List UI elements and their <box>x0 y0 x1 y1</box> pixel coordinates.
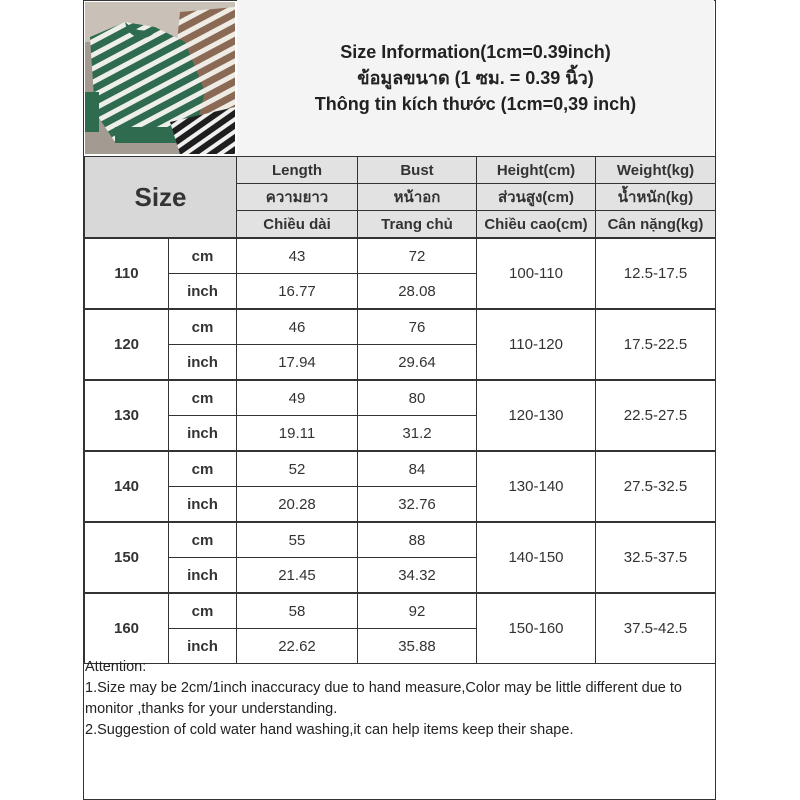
weight-range: 12.5-17.5 <box>596 238 716 309</box>
bust-inch: 34.32 <box>358 558 477 594</box>
weight-header-vi: Cân nặng(kg) <box>596 211 716 239</box>
weight-range: 37.5-42.5 <box>596 593 716 664</box>
attention-heading: Attention: <box>85 659 147 675</box>
bust-header-en: Bust <box>358 157 477 184</box>
size-table <box>84 156 716 664</box>
attention-note-2: 2.Suggestion of cold water hand washing,it can help items keep their shape. <box>85 722 574 738</box>
size-value: 130 <box>85 380 169 451</box>
bust-cm: 80 <box>358 380 477 416</box>
height-header-th: ส่วนสูง(cm) <box>477 184 596 211</box>
length-header-vi: Chiều dài <box>237 211 358 239</box>
unit-inch: inch <box>169 345 237 381</box>
bust-inch: 31.2 <box>358 416 477 452</box>
bust-cm: 76 <box>358 309 477 345</box>
length-cm: 43 <box>237 238 358 274</box>
bust-cm: 92 <box>358 593 477 629</box>
table-row <box>85 238 716 274</box>
unit-inch: inch <box>169 487 237 523</box>
bust-cm: 72 <box>358 238 477 274</box>
size-value: 150 <box>85 522 169 593</box>
attention-notes <box>85 657 713 741</box>
table-row <box>85 451 716 487</box>
size-value: 160 <box>85 593 169 664</box>
unit-cm: cm <box>169 309 237 345</box>
unit-inch: inch <box>169 629 237 664</box>
bust-inch: 29.64 <box>358 345 477 381</box>
title-vietnamese: Thông tin kích thước (1cm=0,39 inch) <box>314 94 637 114</box>
length-inch: 17.94 <box>237 345 358 381</box>
weight-range: 32.5-37.5 <box>596 522 716 593</box>
title-thai: ข้อมูลขนาด (1 ซม. = 0.39 นิ้ว) <box>357 68 594 88</box>
table-row <box>85 309 716 345</box>
length-cm: 49 <box>237 380 358 416</box>
height-range: 150-160 <box>477 593 596 664</box>
bust-cm: 88 <box>358 522 477 558</box>
size-value: 140 <box>85 451 169 522</box>
table-row <box>85 380 716 416</box>
height-header-en: Height(cm) <box>477 157 596 184</box>
bust-header-vi: Trang chủ <box>358 211 477 239</box>
unit-cm: cm <box>169 238 237 274</box>
weight-header-en: Weight(kg) <box>596 157 716 184</box>
header-row-english <box>85 157 716 184</box>
length-header-en: Length <box>237 157 358 184</box>
bust-inch: 32.76 <box>358 487 477 523</box>
bust-inch: 28.08 <box>358 274 477 310</box>
unit-inch: inch <box>169 274 237 310</box>
bust-header-th: หน้าอก <box>358 184 477 211</box>
bust-inch: 35.88 <box>358 629 477 664</box>
height-range: 140-150 <box>477 522 596 593</box>
length-cm: 52 <box>237 451 358 487</box>
length-cm: 46 <box>237 309 358 345</box>
weight-header-th: น้ำหนัก(kg) <box>596 184 716 211</box>
length-inch: 20.28 <box>237 487 358 523</box>
length-inch: 21.45 <box>237 558 358 594</box>
title-english: Size Information(1cm=0.39inch) <box>340 42 611 62</box>
size-information-title <box>237 0 714 156</box>
size-value: 120 <box>85 309 169 380</box>
height-range: 110-120 <box>477 309 596 380</box>
weight-range: 22.5-27.5 <box>596 380 716 451</box>
unit-cm: cm <box>169 522 237 558</box>
height-range: 120-130 <box>477 380 596 451</box>
table-row <box>85 593 716 629</box>
product-photo <box>85 2 235 154</box>
weight-range: 17.5-22.5 <box>596 309 716 380</box>
size-value: 110 <box>85 238 169 309</box>
length-inch: 22.62 <box>237 629 358 664</box>
height-range: 100-110 <box>477 238 596 309</box>
unit-inch: inch <box>169 416 237 452</box>
weight-range: 27.5-32.5 <box>596 451 716 522</box>
striped-sweaters-image <box>85 2 235 154</box>
table-row <box>85 522 716 558</box>
unit-cm: cm <box>169 451 237 487</box>
height-range: 130-140 <box>477 451 596 522</box>
length-cm: 58 <box>237 593 358 629</box>
length-inch: 16.77 <box>237 274 358 310</box>
height-header-vi: Chiều cao(cm) <box>477 211 596 239</box>
size-column-header: Size <box>85 157 237 239</box>
unit-cm: cm <box>169 593 237 629</box>
attention-note-1: 1.Size may be 2cm/1inch inaccuracy due to hand measure,Color may be little different due to monitor ,thanks for your understanding. <box>85 680 682 717</box>
length-inch: 19.11 <box>237 416 358 452</box>
bust-cm: 84 <box>358 451 477 487</box>
length-header-th: ความยาว <box>237 184 358 211</box>
unit-inch: inch <box>169 558 237 594</box>
length-cm: 55 <box>237 522 358 558</box>
unit-cm: cm <box>169 380 237 416</box>
